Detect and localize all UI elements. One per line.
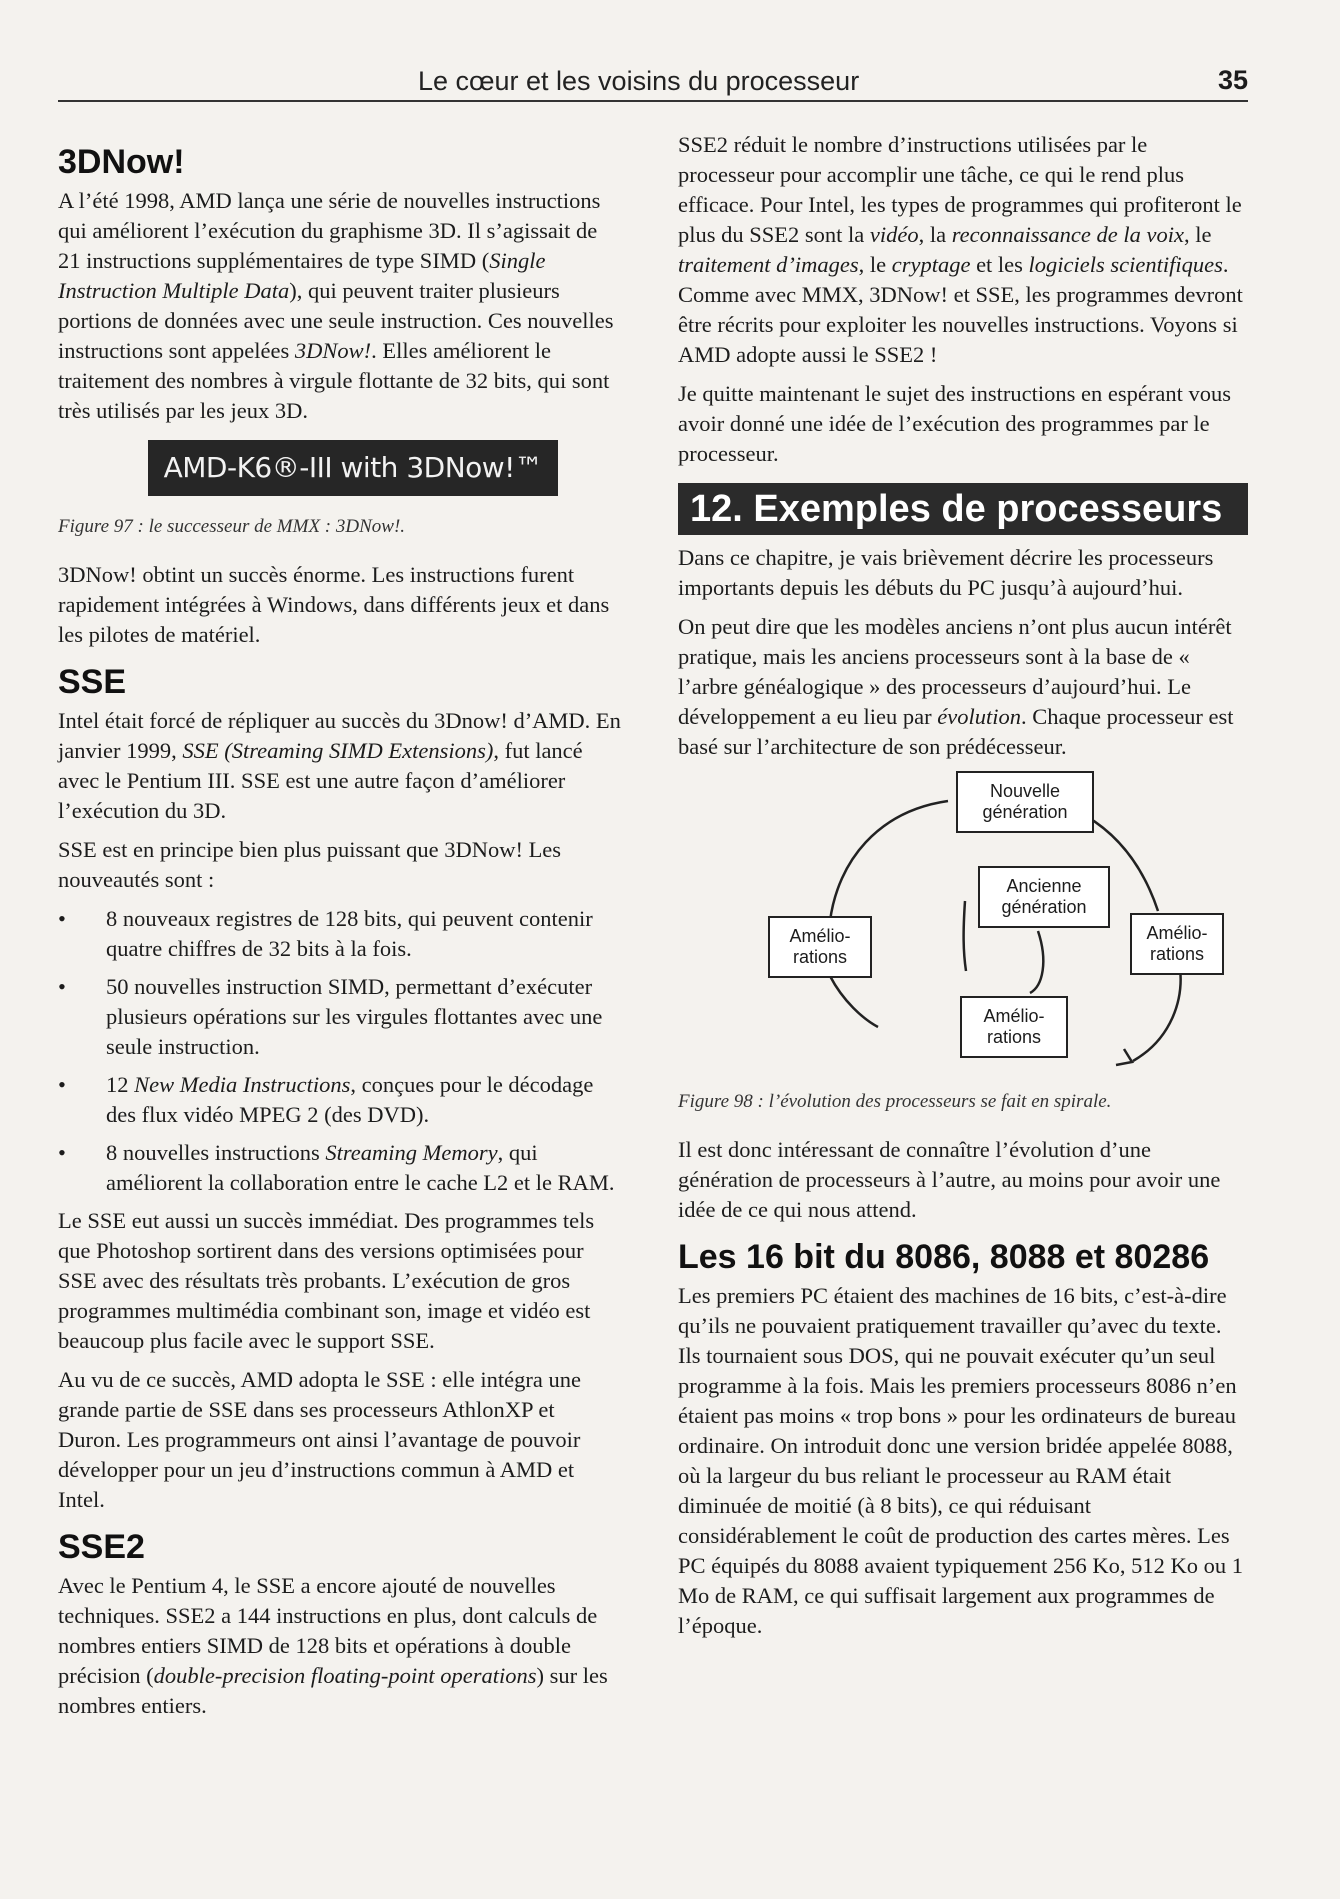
diagram-box-amelio-left: Amélio-rations bbox=[768, 916, 872, 978]
section-title-sse2: SSE2 bbox=[58, 1528, 145, 1566]
list-item: • 8 nouvelles instructions Streaming Memory, qui améliorent la collaboration entre le cache L2 et le RAM. bbox=[58, 1140, 615, 1195]
list-item: • 8 nouveaux registres de 128 bits, qui peuvent contenir quatre chiffres de 32 bits à la fois. bbox=[58, 906, 593, 961]
list-item: • 12 New Media Instructions, conçues pour le décodage des flux vidéo MPEG 2 (des DVD). bbox=[58, 1072, 594, 1127]
section-title-3dnow: 3DNow! bbox=[58, 143, 185, 181]
diagram-box-amelio-right: Amélio-rations bbox=[1130, 913, 1224, 975]
page-number: 35 bbox=[1217, 65, 1248, 95]
chapter-title: 12. Exemples de processeurs bbox=[678, 483, 1248, 535]
paragraph: Au vu de ce succès, AMD adopta le SSE : elle intégra une grande partie de SSE dans ses processeurs AthlonXP et Duron. Les programmeurs ont ainsi l’avantage de pouvoir développer pour un jeu d’instructions commun à AMD et Intel. bbox=[58, 1367, 581, 1512]
paragraph: Le SSE eut aussi un succès immédiat. Des programmes tels que Photoshop sortirent dans des versions optimisées pour SSE avec des résultats très probants. L’exécution de gros programmes multimédia combinant son, image et vidéo est beaucoup plus facile avec le support SSE. bbox=[58, 1208, 595, 1353]
paragraph: Il est donc intéressant de connaître l’évolution d’une génération de processeurs à l’autre, au moins pour avoir une idée de ce qui nous attend. bbox=[678, 1137, 1221, 1222]
right-column bbox=[678, 130, 1248, 1650]
figure-97-caption: Figure 97 : le successeur de MMX : 3DNow!. bbox=[58, 516, 406, 537]
section-title-sse: SSE bbox=[58, 663, 127, 701]
amd-k6-3dnow-logo: AMD-K6®-III with 3DNow!™ bbox=[148, 440, 558, 496]
paragraph: SSE2 réduit le nombre d’instructions utilisées par le processeur pour accomplir une tâche, ce qui le rend plus efficace. Pour Intel, les types de programmes qui profiteront le plus du SSE2 sont la vidéo, la reconnaissance de la voix, le traitement d’images, le cryptage et les logiciels scientifiques. Comme avec MMX, 3DNow! et SSE, les programmes devront être récrits pour exploiter les nouvelles instructions. Voyons si AMD adopte aussi le SSE2 ! bbox=[678, 132, 1243, 367]
paragraph: A l’été 1998, AMD lança une série de nouvelles instructions qui améliorent l’exécution du graphisme 3D. Il s’agissait de 21 instructions supplémentaires de type SIMD (Single Instruction Multiple Data), qui peuvent traiter plusieurs portions de données avec une seule instruction. Ces nouvelles instructions sont appelées 3DNow!. Elles améliorent le traitement des nombres à virgule flottante de 32 bits, qui sont très utilisés par les jeux 3D. bbox=[58, 188, 614, 423]
diagram-box-nouvelle: Nouvelle génération bbox=[956, 771, 1094, 833]
paragraph: Je quitte maintenant le sujet des instructions en espérant vous avoir donné une idée de l’exécution des programmes par le processeur. bbox=[678, 381, 1231, 466]
running-header bbox=[58, 60, 1248, 102]
diagram-box-ancienne: Ancienne génération bbox=[978, 866, 1110, 928]
list-item: • 50 nouvelles instruction SIMD, permettant d’exécuter plusieurs opérations sur les virgules flottantes avec une seule instruction. bbox=[58, 974, 603, 1059]
running-title: Le cœur et les voisins du processeur bbox=[418, 66, 860, 96]
left-column bbox=[58, 130, 623, 1730]
paragraph: Avec le Pentium 4, le SSE a encore ajouté de nouvelles techniques. SSE2 a 144 instructions en plus, dont calculs de nombres entiers SIMD de 128 bits et opérations à double précision (double-precision floating-point operations) sur les nombres entiers. bbox=[58, 1573, 608, 1718]
section-title-16bit: Les 16 bit du 8086, 8088 et 80286 bbox=[678, 1238, 1210, 1276]
paragraph: SSE est en principe bien plus puissant que 3DNow! Les nouveautés sont : bbox=[58, 837, 562, 892]
sse-features-list bbox=[58, 904, 623, 1198]
figure-98-caption: Figure 98 : l’évolution des processeurs se fait en spirale. bbox=[678, 1091, 1112, 1112]
paragraph: On peut dire que les modèles anciens n’ont plus aucun intérêt pratique, mais les anciens processeurs sont à la base de « l’arbre généalogique » des processeurs d’aujourd’hui. Le développement a eu lieu par évolution. Chaque processeur est basé sur l’architecture de son prédécesseur. bbox=[678, 614, 1234, 759]
paragraph: Les premiers PC étaient des machines de 16 bits, c’est-à-dire qu’ils ne pouvaient pratiquement travailler qu’avec du texte. Ils tournaient sous DOS, qui ne pouvait exécuter qu’un seul programme à la fois. Mais les premiers processeurs 8086 n’en étaient pas moins « trop bons » pour les ordinateurs de bureau ordinaire. On introduit donc une version bridée appelée 8088, où la largeur du bus reliant le processeur au RAM était diminuée de moitié (à 8 bits), ce qui réduisant considérablement le coût de production des cartes mères. Les PC équipés du 8088 avaient typiquement 256 Ko, 512 Ko ou 1 Mo de RAM, ce qui suffisait largement aux programmes de l’époque. bbox=[678, 1283, 1243, 1638]
paragraph: 3DNow! obtint un succès énorme. Les instructions furent rapidement intégrées à Windows, dans différents jeux et dans les pilotes de matériel. bbox=[58, 562, 610, 647]
evolution-spiral-diagram bbox=[768, 771, 1248, 1071]
paragraph: Dans ce chapitre, je vais brièvement décrire les processeurs importants depuis les débuts du PC jusqu’à aujourd’hui. bbox=[678, 545, 1214, 600]
paragraph: Intel était forcé de répliquer au succès du 3Dnow! d’AMD. En janvier 1999, SSE (Streaming SIMD Extensions), fut lancé avec le Pentium III. SSE est une autre façon d’améliorer l’exécution du 3D. bbox=[58, 708, 621, 823]
diagram-box-amelio-bottom: Amélio-rations bbox=[960, 996, 1068, 1058]
